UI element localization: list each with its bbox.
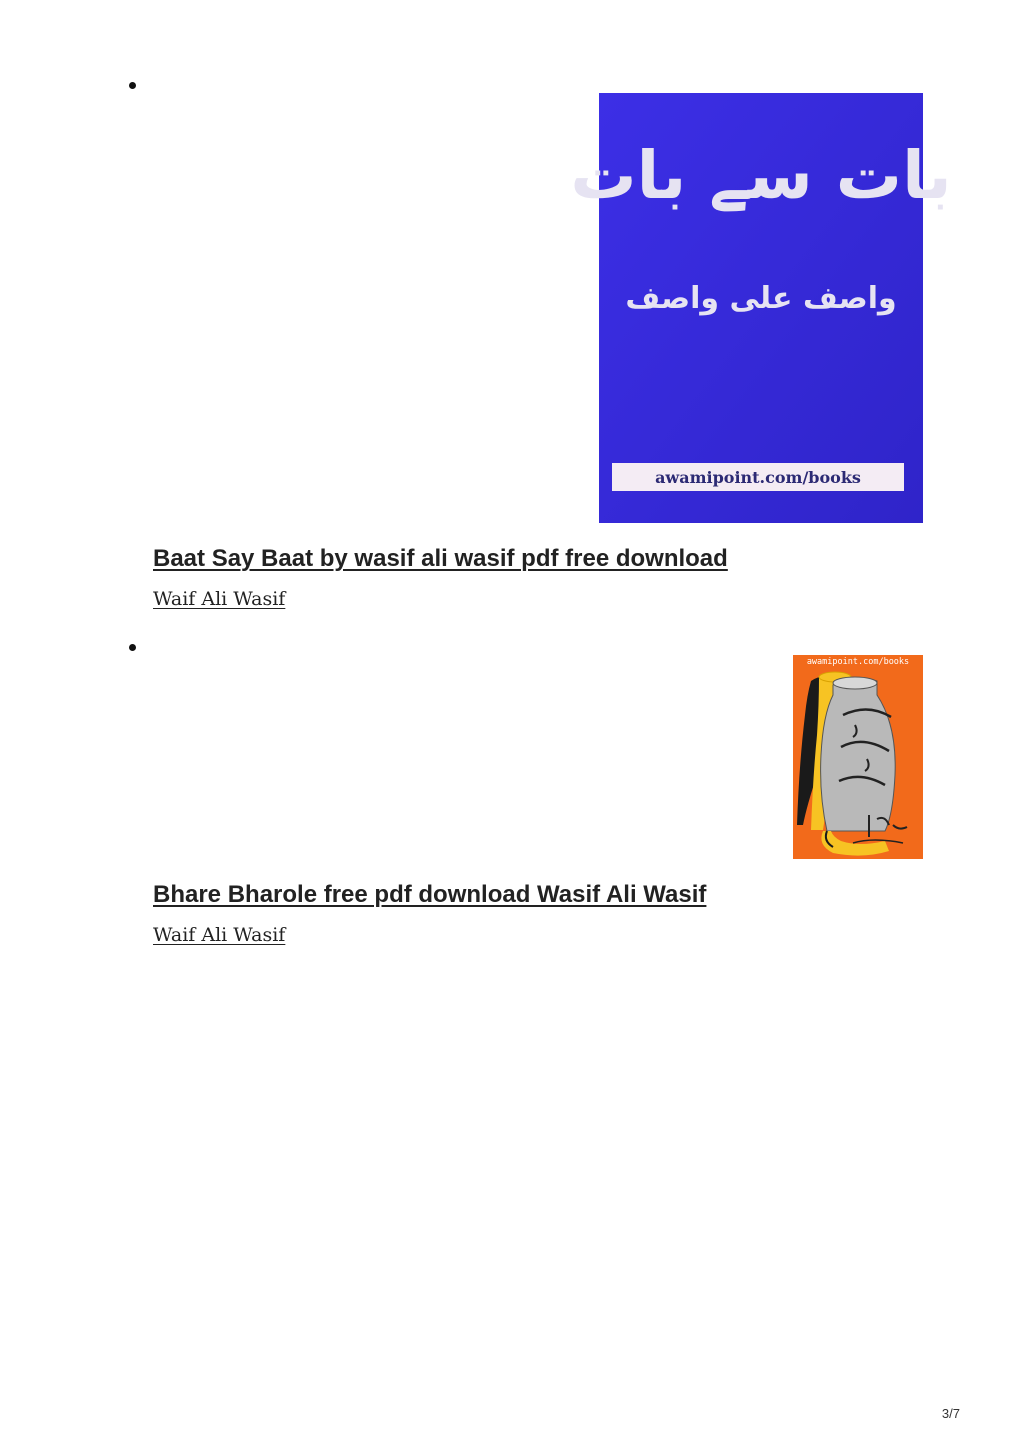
book-cover-image[interactable]: [570, 93, 952, 523]
book-title-link[interactable]: Bhare Bharole free pdf download Wasif Ali Wasif: [153, 881, 707, 908]
cover-urdu-title: بات سے بات: [570, 137, 952, 214]
book-cover-image[interactable]: [793, 655, 923, 859]
book-author-link[interactable]: Waif Ali Wasif: [153, 588, 286, 610]
cover-urdu-author: واصف علی واصف: [625, 281, 897, 316]
list-bullet: [129, 82, 136, 89]
book-author-link[interactable]: Waif Ali Wasif: [153, 924, 286, 946]
page-number: 3/7: [941, 1406, 960, 1421]
list-bullet: [129, 644, 136, 651]
cover-watermark: awamipoint.com/books: [806, 657, 910, 667]
cover-watermark: awamipoint.com/books: [655, 468, 861, 487]
book-title-link[interactable]: Baat Say Baat by wasif ali wasif pdf free download: [153, 545, 728, 572]
